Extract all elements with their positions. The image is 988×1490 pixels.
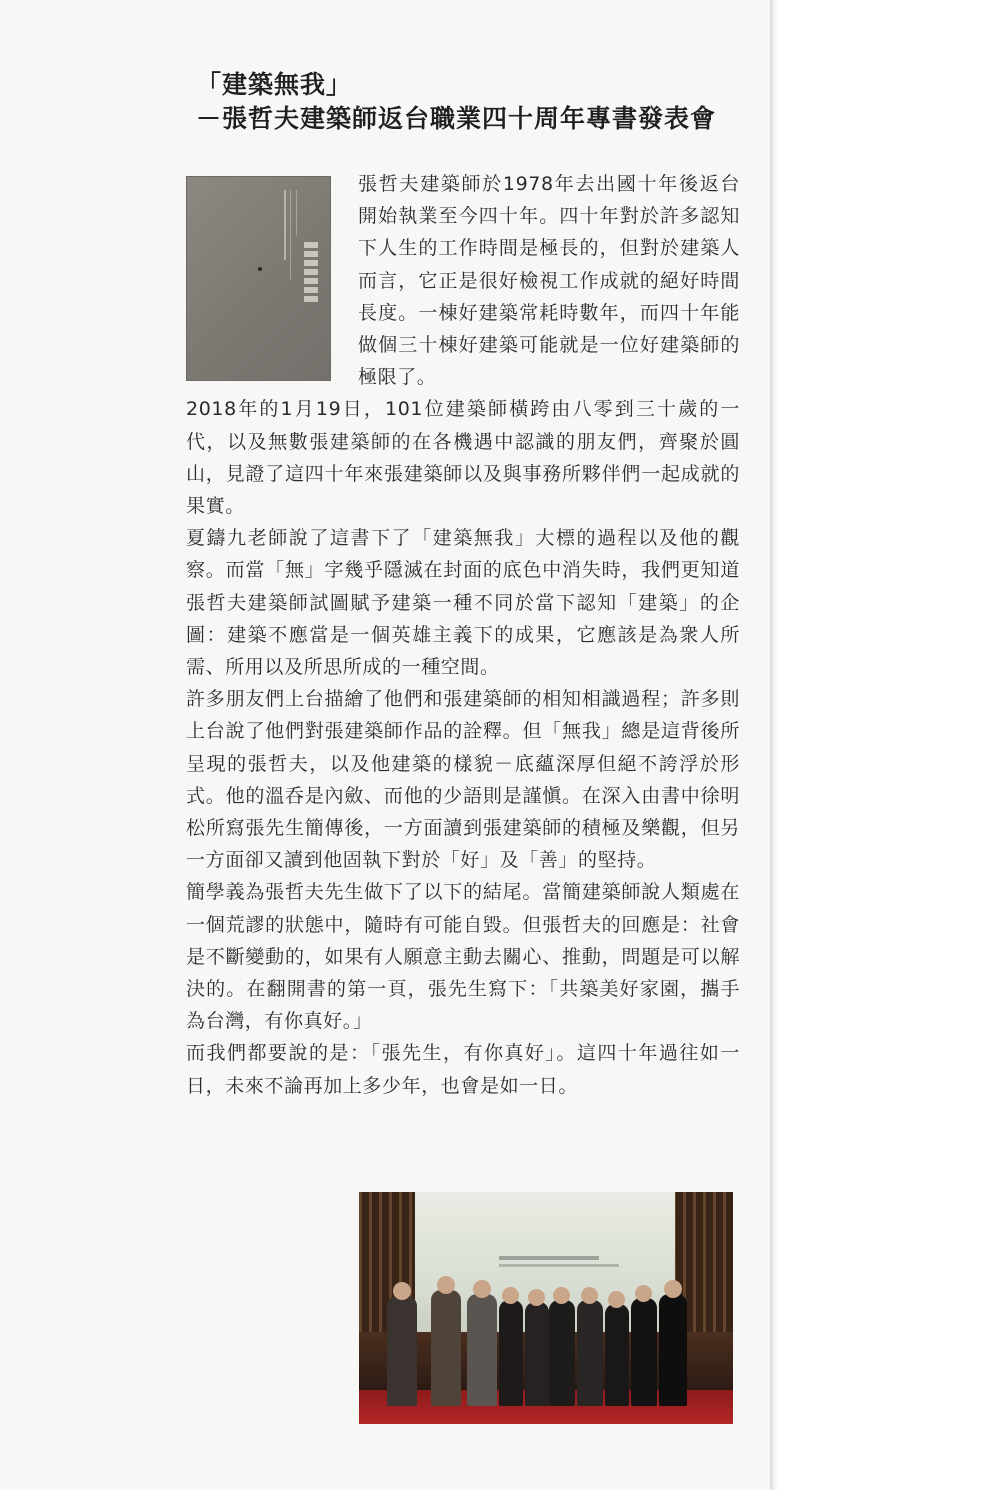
paragraph-3: 夏鑄九老師說了這書下了「建築無我」大標的過程以及他的觀察。而當「無」字幾乎隱滅在封面的底色中消失時，我們更知道張哲夫建築師試圖賦予建築一種不同於當下認知「建築」的企圖：建築不應當是一個英雄主義下的成果，它應該是為衆人所需、所用以及所思所成的一種空間。 (186, 527, 740, 679)
article-title (196, 68, 756, 136)
paragraph-4: 許多朋友們上台描繪了他們和張建築師的相知相識過程；許多則上台說了他們對張建築師作品的詮釋。但「無我」總是這背後所呈現的張哲夫，以及他建築的樣貌－底蘊深厚但絕不誇浮於形式。他的溫呑是內斂、而他的少語則是謹愼。在深入由書中徐明松所寫張先生簡傳後，一方面讀到張建築師的積極及樂觀，但另一方面卻又讀到他固執下對於「好」及「善」的堅持。 (186, 688, 740, 872)
paragraph-2: 2018年的1月19日，101位建築師橫跨由八零到三十歲的一代，以及無數張建築師的在各機遇中認識的朋友們，齊聚於圓山，見證了這四十年來張建築師以及與事務所夥伴們一起成就的果實。 (186, 398, 740, 518)
article-body (186, 168, 740, 1102)
title-line-2: －張哲夫建築師返台職業四十周年專書發表會 (196, 104, 717, 133)
title-line-1: 「建築無我」 (196, 70, 353, 99)
page-gutter (770, 0, 778, 1490)
paragraph-1: 張哲夫建築師於1978年去出國十年後返台開始執業至今四十年。四十年對於許多認知下人生的工作時間是極長的，但對於建築人而言，它正是很好檢視工作成就的絕好時間長度。一棟好建築常耗時數年，而四十年能做個三十棟好建築可能就是一位好建築師的極限了。 (358, 173, 740, 389)
paragraph-6: 而我們都要說的是：「張先生，有你真好」。這四十年過往如一日，未來不論再加上多少年，也會是如一日。 (186, 1042, 740, 1097)
paragraph-5: 簡學義為張哲夫先生做下了以下的結尾。當簡建築師說人類處在一個荒謬的狀態中，隨時有可能自毀。但張哲夫的回應是：社會是不斷變動的，如果有人願意主動去關心、推動，問題是可以解決的。在翻開書的第一頁，張先生寫下：「共築美好家園，攜手為台灣，有你真好。」 (186, 881, 740, 1033)
event-group-photo (359, 1192, 733, 1424)
